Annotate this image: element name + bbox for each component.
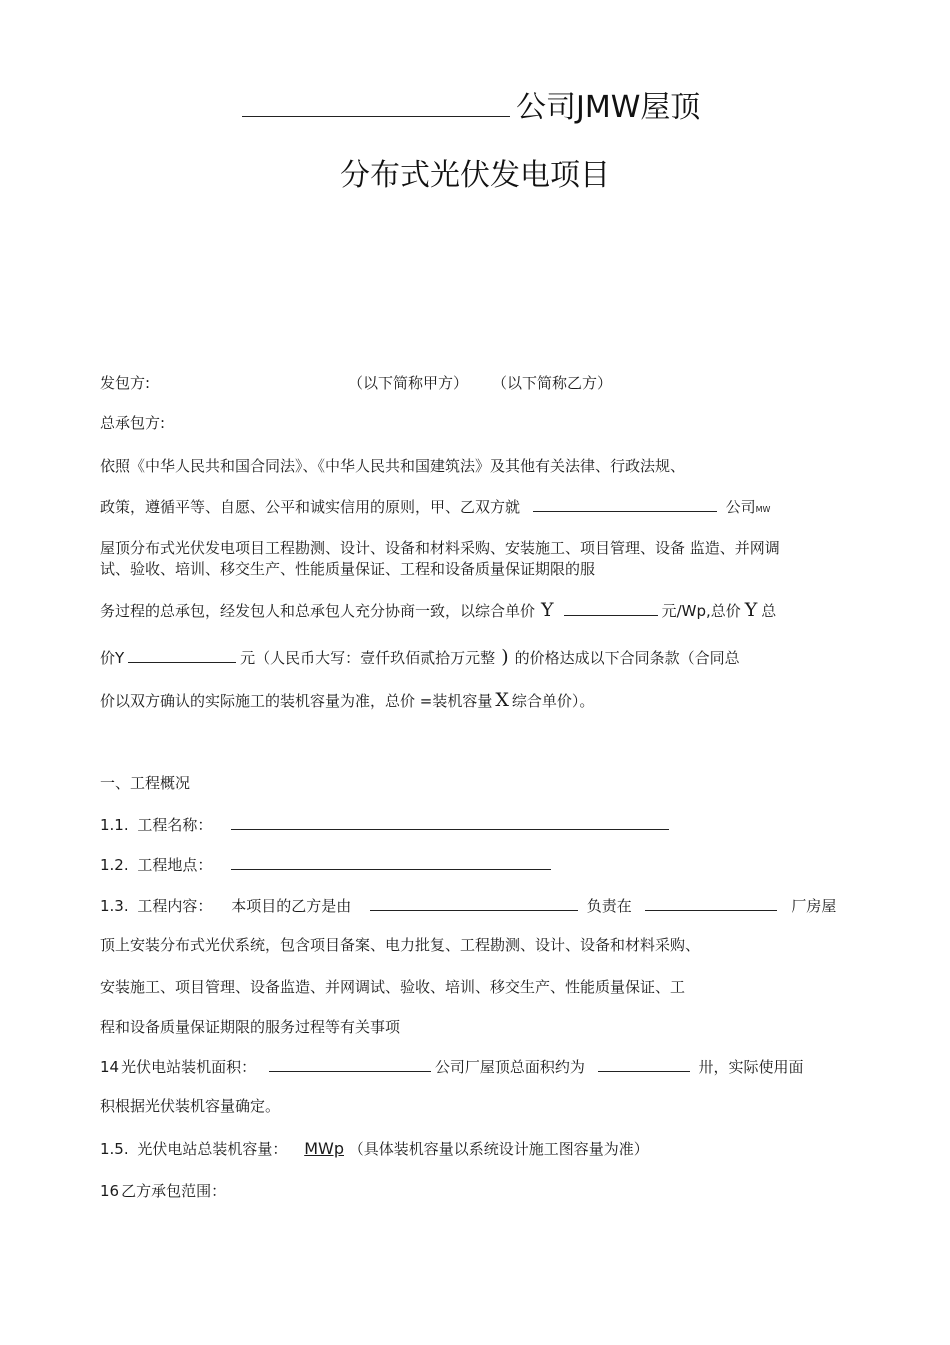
item-1-5 (100, 1139, 649, 1159)
company-word: 公司 (725, 498, 756, 516)
item-1-6-number: 16 (100, 1182, 120, 1200)
company-name-blank[interactable] (242, 90, 510, 117)
responsible-party-blank[interactable] (370, 895, 578, 911)
project-company-blank[interactable] (533, 496, 717, 512)
item-1-1 (100, 814, 673, 835)
preamble-line-1: 依照《中华人民共和国合同法》、《中华人民共和国建筑法》及其他有关法律、行政法规、 (100, 457, 686, 475)
preamble-line-2-text: 政策，遵循平等、自愿、公平和诚实信用的原则，甲、乙双方就 (100, 498, 521, 516)
item-1-4 (100, 1056, 803, 1077)
unit-wp-text: 元/Wp,总价 (661, 602, 741, 620)
close-paren: ) (501, 646, 509, 668)
multiply-sign: X (495, 689, 509, 711)
item-1-3 (100, 895, 836, 916)
item-1-6 (100, 1181, 226, 1201)
employer-label: 发包方: (100, 374, 151, 392)
unit-price-blank[interactable] (564, 600, 658, 616)
total-word: 总 (761, 602, 777, 620)
preamble-line-7 (100, 690, 594, 711)
yen-sign-2: Y (744, 599, 758, 621)
unit-price-text: 务过程的总承包，经发包人和总承包人充分协商一致，以综合单价 (100, 602, 536, 620)
item-1-4-label: 光伏电站装机面积： (121, 1058, 257, 1076)
item-1-3-text-a: 本项目的乙方是由 (231, 897, 352, 915)
item-1-3-number: 1.3. (100, 897, 129, 915)
project-location-blank[interactable] (231, 854, 551, 870)
item-1-1-label: 工程名称： (137, 816, 213, 834)
roof-area-blank[interactable] (598, 1056, 690, 1072)
item-1-2-label: 工程地点： (137, 856, 213, 874)
total-formula-text: 价以双方确认的实际施工的装机容量为准，总价 =装机容量 (100, 692, 493, 710)
title-line-2: 分布式光伏发电项目 (340, 158, 610, 193)
item-1-3-text-b: 负责在 (586, 897, 632, 915)
item-1-4-text-b: 卅，实际使用面 (698, 1058, 804, 1076)
preamble-line-6 (100, 647, 740, 668)
item-1-3-line-2: 顶上安装分布式光伏系统，包含项目备案、电力批复、工程勘测、设计、设备和材料采购、 (100, 936, 701, 954)
title-line-1-text: 公司JMW屋顶 (516, 90, 701, 125)
capacity-unit[interactable]: MWp (304, 1139, 344, 1158)
item-1-4-number: 14 (100, 1058, 120, 1076)
section-1-heading: 一、工程概况 (100, 774, 191, 792)
item-1-1-number: 1.1. (100, 816, 129, 834)
unit-price-word: 综合单价）。 (511, 692, 595, 710)
area-company-blank[interactable] (269, 1056, 431, 1072)
terms-text: 的价格达成以下合同条款（合同总 (514, 649, 740, 667)
item-1-3-line-3: 安装施工、项目管理、设备监造、并网调试、验收、培训、移交生产、性能质量保证、工 (100, 978, 686, 996)
item-1-3-line-4: 程和设备质量保证期限的服务过程等有关事项 (100, 1018, 401, 1036)
item-1-4-line-2: 积根据光伏装机容量确定。 (100, 1097, 281, 1115)
project-name-blank[interactable] (231, 814, 669, 830)
price-yen-text: 价Y (100, 649, 125, 667)
title-line-1 (242, 90, 700, 126)
item-1-3-label: 工程内容： (137, 897, 213, 915)
abbrev-party-a: （以下简称甲方） (348, 374, 469, 392)
rmb-uppercase-text: 元（人民币大写：壹仟玖佰贰拾万元整 (240, 649, 496, 667)
preamble-line-5 (100, 600, 776, 621)
item-1-2-number: 1.2. (100, 856, 129, 874)
item-1-2 (100, 854, 555, 875)
yen-sign-1: Y (541, 599, 554, 621)
item-1-5-label: 光伏电站总装机容量： (137, 1140, 288, 1158)
preamble-line-2 (100, 496, 770, 520)
item-1-5-note: （具体装机容量以系统设计施工图容量为准） (348, 1140, 649, 1158)
mw-small-text: MW (755, 505, 771, 514)
preamble-line-3: 屋顶分布式光伏发电项目工程勘测、设计、设备和材料采购、安装施工、项目管理、设备 监造、并网调 (100, 539, 780, 557)
item-1-3-text-c: 厂房屋 (791, 897, 837, 915)
factory-blank[interactable] (645, 895, 777, 911)
item-1-4-text-a: 公司厂屋顶总面积约为 (434, 1058, 585, 1076)
preamble-line-4: 试、验收、培训、移交生产、性能质量保证、工程和设备质量保证期限的服 (100, 560, 596, 578)
item-1-5-number: 1.5. (100, 1140, 129, 1158)
contractor-label: 总承包方: (100, 414, 166, 432)
total-price-blank[interactable] (128, 647, 236, 663)
item-1-6-label: 乙方承包范围： (121, 1182, 227, 1200)
abbrev-party-b: （以下简称乙方） (492, 374, 613, 392)
